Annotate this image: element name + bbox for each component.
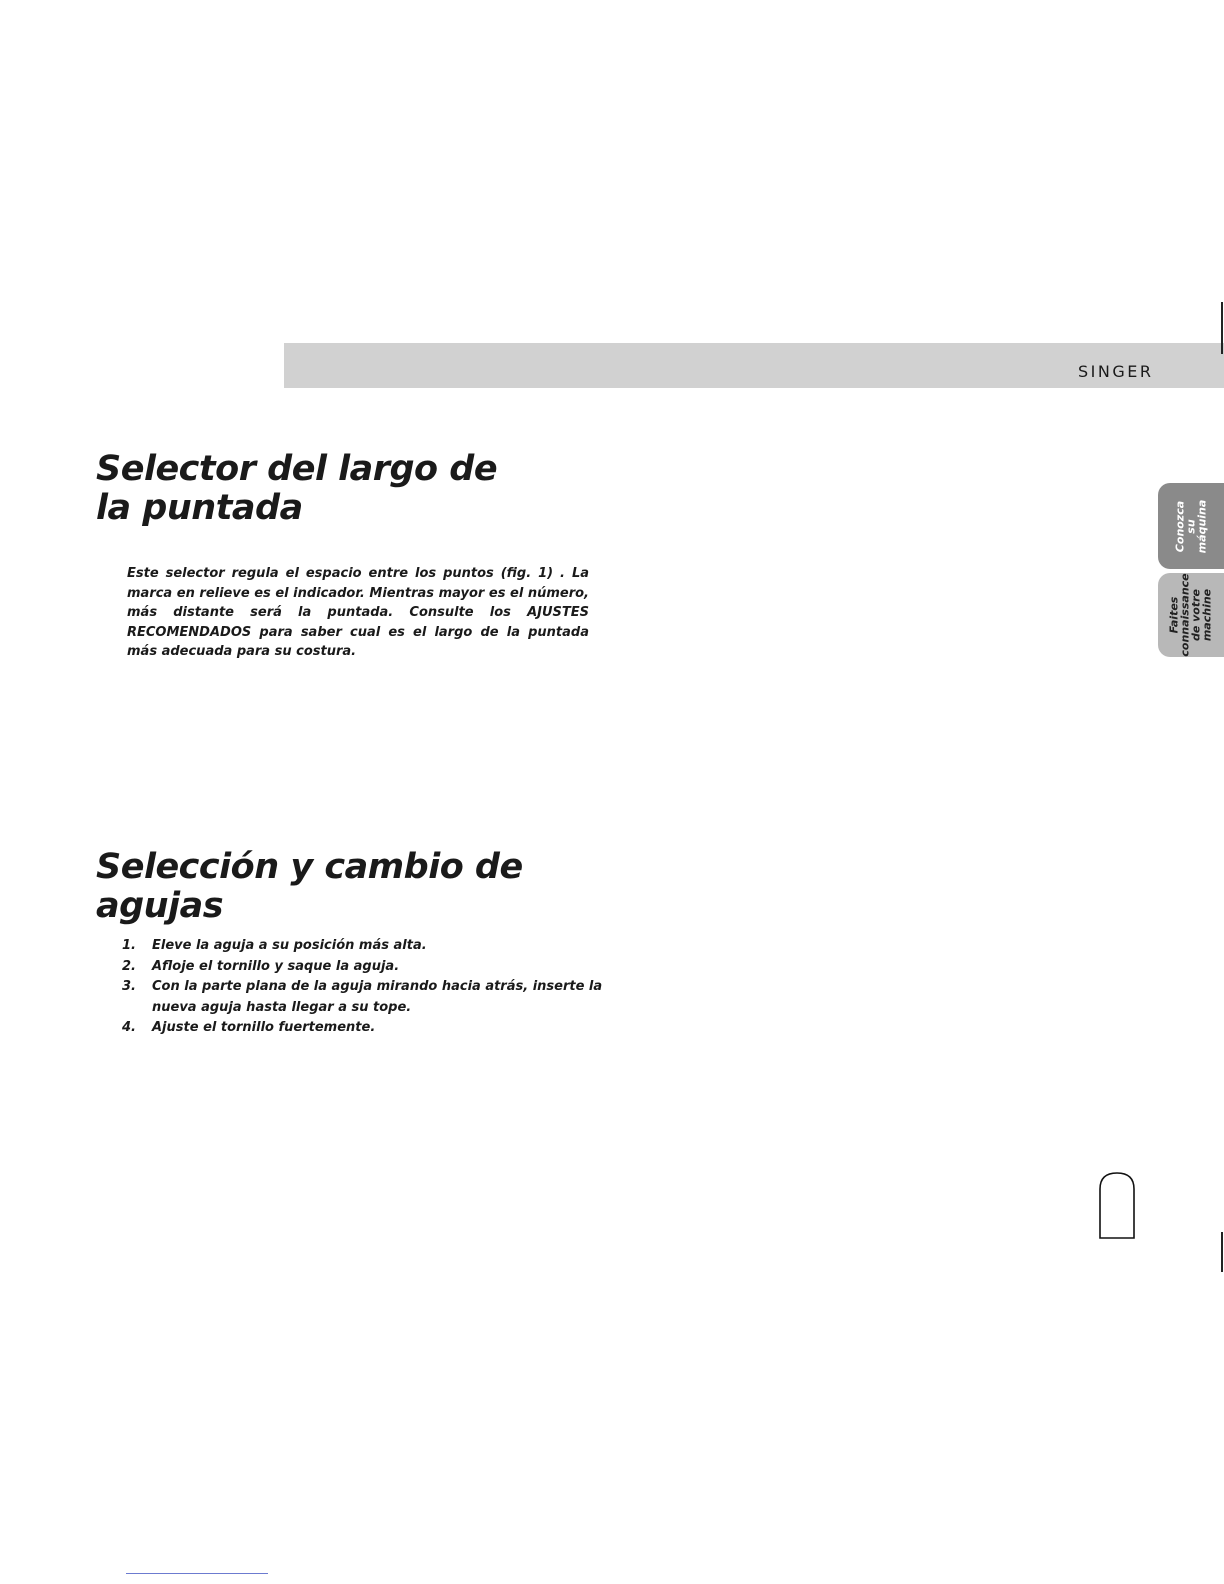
title-line: Selección y cambio de xyxy=(96,847,523,887)
page-edge-mark-bottom xyxy=(1221,1232,1223,1272)
side-tab-faites[interactable] xyxy=(1158,573,1224,657)
brand-logo: SINGER xyxy=(1078,362,1154,381)
title-line: la puntada xyxy=(96,488,303,528)
step-number: 1. xyxy=(122,938,136,953)
step-number: 3. xyxy=(122,979,136,994)
title-line: Selector del largo de xyxy=(96,449,498,489)
step-text: Eleve la aguja a su posición más alta. xyxy=(152,938,427,953)
side-tab-label: Conozca su máquina xyxy=(1173,499,1209,553)
needle-steps-list xyxy=(122,936,612,1039)
paragraph-text: Este selector regula el espacio entre los puntos (fig. 1) . La marca en relieve es el indicador. Mientras mayor es el número, más distante será la puntada. Consulte los xyxy=(127,566,589,620)
recommended-settings-emphasis: AJUSTES RECOMENDADOS xyxy=(127,605,590,640)
side-tab-conozca[interactable] xyxy=(1158,483,1224,569)
section-title-needles xyxy=(96,848,616,926)
paragraph-text: para saber cual es el largo de la puntada más adecuada para su costura. xyxy=(127,624,590,659)
list-item xyxy=(122,936,612,957)
section-title-stitch-length xyxy=(96,450,616,528)
step-text: Ajuste el tornillo fuertemente. xyxy=(152,1020,376,1035)
side-tab-label: Faites connaissance de votre machine xyxy=(1168,573,1215,657)
step-text: Con la parte plana de la aguja mirando hacia atrás, inserte la nueva aguja hasta llegar a su tope. xyxy=(152,979,603,1015)
step-number: 2. xyxy=(122,958,136,974)
step-number: 4. xyxy=(122,1020,136,1035)
list-item xyxy=(122,977,612,1018)
footer-rule xyxy=(126,1573,268,1574)
title-line: agujas xyxy=(96,886,224,926)
list-item xyxy=(122,957,612,978)
page-tab-outline xyxy=(1099,1171,1135,1239)
step-text: Afloje el tornillo y saque la aguja. xyxy=(152,958,400,974)
list-item xyxy=(122,1018,612,1039)
stitch-length-paragraph xyxy=(127,564,589,662)
page-edge-mark-top xyxy=(1221,302,1223,354)
